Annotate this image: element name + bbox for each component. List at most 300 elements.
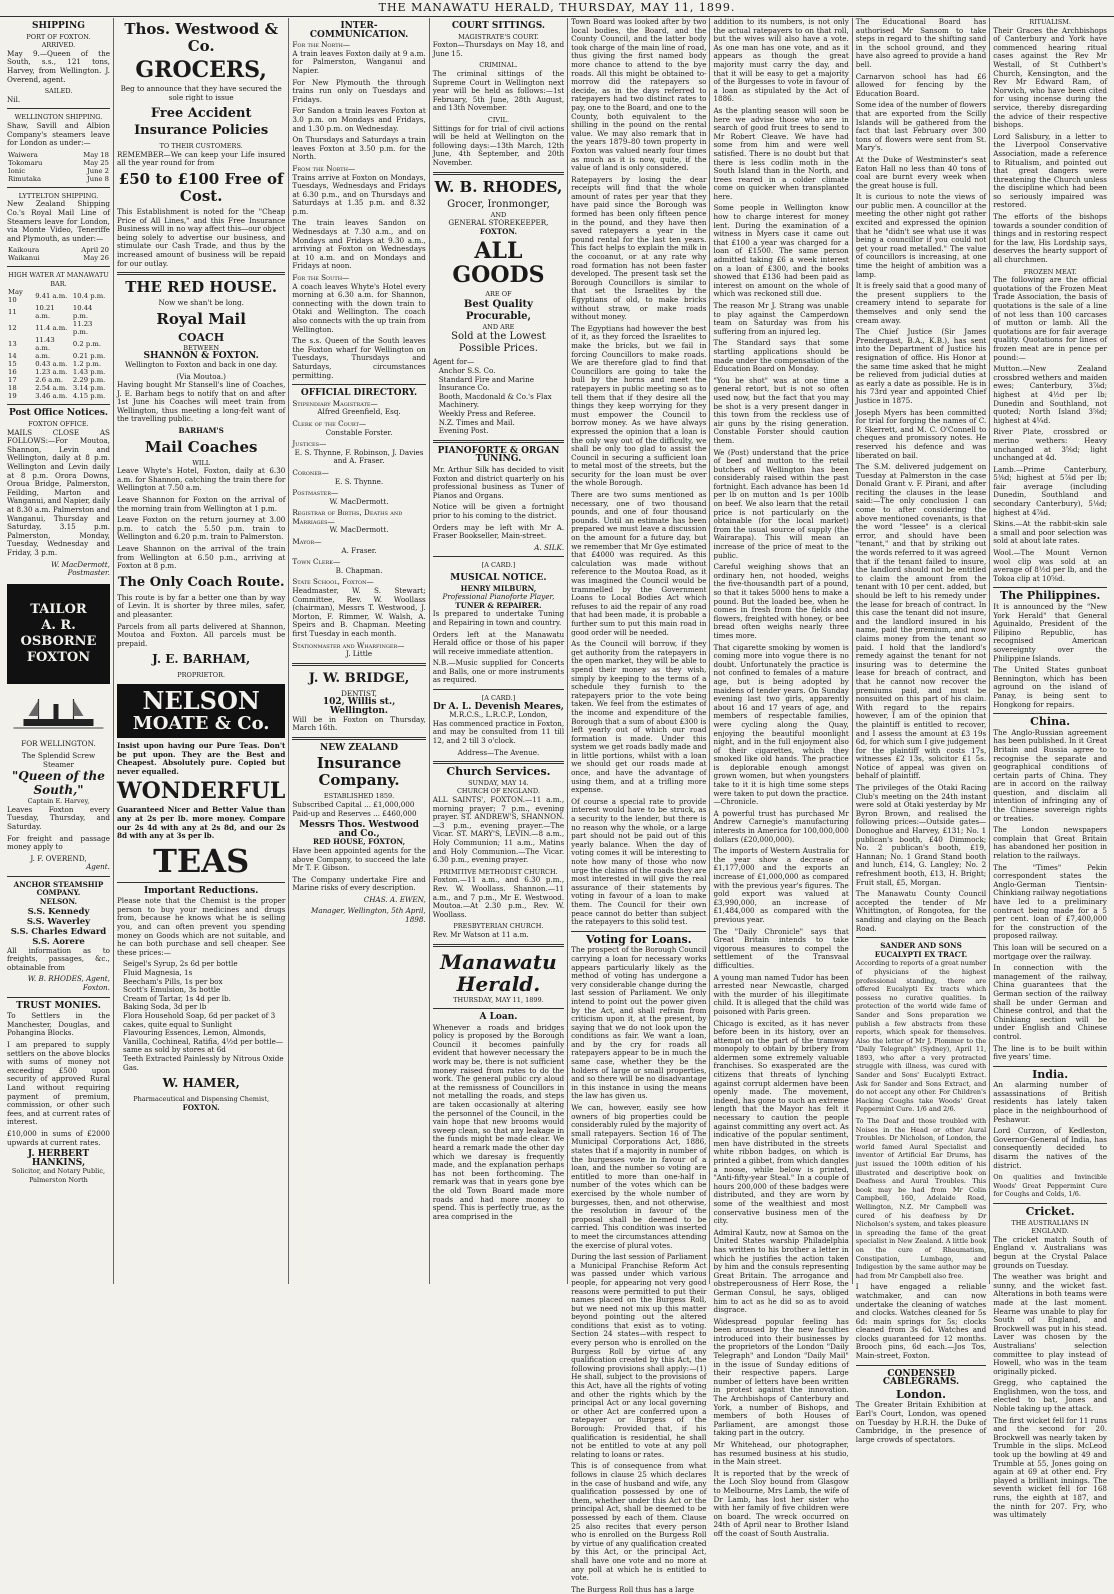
steamer-text: Leaves Foxton every Tuesday, Thursday, and Saturday. [7, 804, 110, 831]
china-text: The line is to be built within five years' time. [993, 1043, 1107, 1062]
column-4 [430, 18, 568, 1284]
tide-day: 19 [8, 392, 17, 401]
insurance-subheading: TO THEIR CUSTOMERS. [159, 142, 243, 151]
column-3 [289, 18, 429, 1284]
article-paragraph: Town Board was looked after by two local bodies, the Board, and the County Council, and the latter body took charge of the main line of road, thus giving the first named body more chance to attend to the bye roads. All this might be obtained to-morrow did the ratepayers so decide, as in the days referred to ratepayers had two distinct rates to pay, one to the Board, and one to the County, both equivalent to the shilling in the pound on the rental value. We may also remark that in the years 1879–80 town property in Foxton was valued nearly four times as much as it is now, quite, if the value of land is only considered. [571, 17, 707, 173]
ewen-title: Manager, Wellington, 5th April, 1898. [311, 906, 426, 925]
china-text: This loan will be secured on a mortgage over the railway. [993, 942, 1107, 961]
london-heading: London. [896, 1387, 946, 1401]
church-date: SUNDAY, MAY 14. [468, 778, 529, 787]
trust-monies-heading: TRUST MONIES. [16, 1000, 101, 1011]
ewen-name: CHAS. A. EWEN, [363, 894, 426, 904]
official-entry [292, 489, 425, 506]
insurance-heading: Free Accident Insurance Policies [134, 106, 269, 139]
milburn-title: Professional Pianoforte Player, [442, 592, 555, 602]
tailor-line: A. R. OSBORNE [20, 617, 97, 649]
article-paragraph: The Egyptians had however the best of it, as they forced the Israelites to make the bricks, but we fail in forcing Councillors to make roads. We are therefore glad to find that Councillors are going to take the bull by the horns and meet the ratepayers in public meeting so as to tell them that if they desire all the things they keep worrying for they must empower the Council to borrow money. As we have always expressed the opinion that a loan is the only way out of the difficulty, we shall be only too glad to assist the Council in securing a sufficient loan to metal most of the streets, but the security for the loan must be over the whole Borough. [571, 323, 707, 488]
official-name: Constable Forster. [325, 427, 393, 437]
rhodes-place: FOXTON. [479, 226, 517, 236]
teas-intro: Insist upon having our Pure Teas. Don't be put upon. They are the Best and Cheapest. Absolutely pure. Copied but never equalled. [116, 740, 286, 776]
agents-text: The Company undertake Fire and Marine risks of every description. [292, 874, 426, 893]
methodist-heading: PRIMITIVE METHODIST CHURCH. [439, 867, 558, 876]
agent-name: J. F. OVEREND, [30, 853, 87, 863]
timetable-text: For Sandon a train leaves Foxton at 3.0 p.m. on Mondays and Fridays, and 1.30 p.m. on Wednesday. [292, 106, 426, 133]
meares-title: M.R.C.S., L.R.C.P., London, [449, 710, 548, 720]
article-paragraph: As the Council will borrow, if they get authority from the ratepayers in the open market, they will be able to spend their money as they wish, simply by keeping to the terms of a schedule they furnish to the ratepayers prior to the vote being taken. We feel from the estimates of the income and expenditure of the Borough that a sum of about £300 is left yearly out of which our road formation is made. Under this system we get roads badly made and in little portions, whilst with a loan we should get our roads made at once, and have the advantage of using them, and at a trifling more expense. [571, 639, 707, 795]
article-paragraph: The prospect of the Borough Council carrying a loan for necessary works appears particularly likely as the method of voting has undergone a very considerable change during the last session of Parliament. We only intend to point out the power given by the Act, and shall refrain from criticism upon it, at the present, by saying that we do not look upon the conditions as fair. We want a loan, and by the cry for roads all ratepayers appear to be in much the same case, whether they be the holders of large or small properties, and so there will be no disadvantage in this instance in using the means the law has given us. [571, 945, 707, 1101]
cricket-text: The weather was bright and sunny, and the wicket fast. Alterations in both teams were made at the last moment. Hearne was unable to play for South of England, and Brockwell was put in his stead. Laver was chosen by the Australians' selection committee to play instead of Howell, who was in the team originally picked. [993, 1272, 1107, 1376]
sailed-text: Nil. [7, 94, 21, 104]
sailed-label: SAILED. [44, 87, 73, 96]
price-list [117, 960, 285, 1072]
divider [433, 440, 564, 443]
card-label: [A CARD.] [481, 561, 516, 570]
nelson-moate-advert [117, 684, 285, 738]
tide-pm: 1.2 p.m. [72, 360, 102, 369]
piano-text: Mr. Arthur Silk has decided to visit Foxton and district quarterly on his professional business as Tuner of Pianos and Organs. [432, 465, 565, 500]
ship-date: April 20 [81, 246, 109, 255]
bridge-address: 102, Willis st., Wellington. [322, 697, 396, 716]
timetable-text: The train leaves Sandon on Wednesdays at 7.30 a.m., and on Mondays and Fridays at 9.30 a.m., arriving at Foxton on Wednesdays at 10 a.m. and on Mondays and Fridays at noon. [292, 218, 426, 271]
frozen-text: The following are the official quotations of the Frozen Meat Trade Association, the basis of quotations is the sale of a line of not less than 100 carcases of mutton or lamb. All the quotations are for fair average quality. Quotations for lines of frozen meat are in pence per pound:— [993, 275, 1107, 362]
rhodes-name: W. B. RHODES, [434, 177, 563, 196]
westwood-heading: Thos. Westwood & Co. [124, 20, 278, 55]
table-row [7, 288, 110, 304]
article-paragraph: Ratepayers by losing the dear receipts will find that the whole amount of rates per year that they have paid since the Borough was formed has been only fifteen pence in the pound, and they have then saved ratepayers a year in the pound rental for the last ten years. This fact helps to explain the milk in the cocoanut, or at any rate why road formation has not been faster developed. The present task set the Borough Councillors is similar to that set the Israelites by the Egyptians of old, to make bricks without straw, or make roads without money. [571, 174, 707, 322]
cricket-text: Gregg, who captained the Englishmen, won the toss, and elected to bat, Jones and Noble taking up the attack. [993, 1378, 1107, 1414]
reductions-heading: Important Reductions. [143, 885, 259, 896]
piano-heading: PIANOFORTE & ORGAN TUNING. [437, 445, 560, 465]
table-row [7, 384, 110, 392]
news-paragraph: The reason Mr J. Strang was unable to play against the Camperdown team on Saturday was from his suffering from an injured leg. [713, 301, 849, 336]
divider [433, 689, 564, 690]
lyttelton-heading: LYTTELTON SHIPPING. [18, 191, 99, 200]
table-row [7, 320, 110, 336]
red-house-sub: Now we shan't be long. [158, 298, 244, 308]
list-item: Flavouring Essences, Lemon, Almonds, Vanilla, Cochineal, Ratifia, 4½d per bottle—same as sold by stores at 6d [122, 1028, 284, 1055]
official-role: Coroner— [292, 467, 329, 477]
news-paragraph: The S.M. delivered judgement on Tuesday at Palmerston in the case Donald Grant v. F. Pirani, and after reciting the clauses in the lease said:—The only conclusion I can come to after considering the above mentioned covenants, is that the word "lessee" is a clerical error, and should have been "tenant," and that by striking out the words referred to it was agreed that if the tenant failed to insure, the landlord should not be entitled to claim the amount from the tenant with 10 per cent. added, but should be left to his remedy under the lease for breach of contract. In this case the tenant did not insure, and the landlord insured in his name, paid the premium, and now claims money from the tenant so paid. I hold that the landlord's remedy against the tenant for not insuring was to determine the lease for breach of contract, and that he cannot now recover the premiums paid, and must be nonsuited on this part of his claim. With regard to the repairs however, I am of the opinion that the plaintiff is entitled to recover, and I assess the amount at £3 19s 6d, for which sum I give judgement for the plaintiff with costs 17s, witnesses £2 13s, solicitor £1 5s. Notice of appeal was given on behalf of plaintiff. [855, 462, 987, 781]
bridge-name: J. W. BRIDGE, [308, 670, 410, 686]
tide-am: 2.6 a.m. [35, 376, 63, 385]
court-text: The criminal sittings of the Supreme Court in Wellington next year will be held as follows:—1st February, 5th June, 28th August, and 13th November. [432, 68, 565, 113]
hankins-title: Solicitor, and Notary Public, Palmerston North [11, 1167, 106, 1184]
table-row [7, 360, 110, 368]
post-office-text: MAILS CLOSE AS FOLLOWS:—For Moutoa, Shannon, Levin and Wellington, daily at 8 p.m. Wellington and Levin daily at 8 p.m. Orora Downs, Oroua Bridge, Palmerston, Feilding, Marton and Wanganui, and Napier, daily at 8.30 a.m. Palmerston and Wanganui, Thursday and Saturday, 3.15 p.m. Palmerston, Monday, Tuesday, Wednesday and Friday, 3 p.m. [7, 427, 110, 557]
official-entry [292, 400, 425, 417]
milburn-text: N.B.—Music supplied for Concerts and Balls, one or more instruments as required. [432, 658, 565, 685]
official-name: J. Little [345, 649, 373, 659]
hankins-name: J. HERBERT HANKINS, [27, 1149, 90, 1168]
news-paragraph: addition to its numbers, is not only the actual ratepayers to on that roll, but the wives will also have a vote. As one man has one vote, and as it appears as though the great majority must carry the day, and that it will be easy to get a majority of the Burgesses to vote in favour of a loan as stipulated by the Act of 1886. [713, 17, 849, 104]
news-paragraph: We (Post) understand that the price of beef and mutton to the retail butchers of Wellington has been considerably raised within the past fortnight. Each advance has been 1d per lb on mutton and 1s per 100lb on beef. We also learn that the retail price is not particularly on the obtainable (for the local market) from the usual source of supply (the Wairarapa). This will mean an increase of the price of meat to the public. [713, 447, 849, 560]
list-item: N.Z. Times and Mail. [438, 417, 515, 427]
divider [292, 384, 425, 385]
via-label: (Via Moutoa.) [176, 371, 226, 381]
divider [433, 556, 564, 557]
criminal-heading: CRIMINAL. [479, 61, 518, 70]
tide-pm: 4.15 p.m. [72, 392, 106, 401]
nelson-label: NELSON. [39, 897, 78, 907]
foxton-office-heading: FOXTON OFFICE. [28, 420, 89, 429]
will-label: WILL [192, 458, 211, 467]
china-heading: China. [1030, 715, 1071, 729]
steamship-icon [7, 694, 110, 734]
loan-heading: A Loan. [479, 1012, 518, 1023]
ship-date: June 2 [86, 166, 109, 175]
agents-text: Have been appointed agents for the above Company, to succeed the late Mr T. F. Gibson. [292, 845, 426, 873]
official-name: A. Fraser. [341, 545, 377, 555]
article-paragraph: There are two sums mentioned as necessary, one of two thousand pounds, and one of four thousand pounds. Until an estimate has been prepared we must leave a discussion on the amount for a future day, but we remember that Mr Gye estimated that £4000 was required. As this calculation was made without reference to the Moutoa Road, as it was imagined the Council would be trammelled by the Government Loans to Local Bodies Act which refuses to aid the repair of any road that had been made, it is probable a further sum to put this main road in good order will be needed. [571, 490, 707, 637]
rhodes-general: GENERAL STOREKEEPER, [448, 218, 549, 228]
timetable-text: A coach leaves Whyte's Hotel every morning at 6.30 a.m. for Shannon, connecting with the down train to Otaki and Wellington. The coach also connects with the up train from Wellington. [292, 281, 426, 334]
nz-insurance-title: NEW ZEALAND [320, 742, 399, 753]
divider [993, 1203, 1107, 1204]
tide-day: 18 [8, 384, 17, 393]
between-label: BETWEEN [183, 343, 220, 352]
shipping-heading: SHIPPING [32, 21, 85, 31]
divider [993, 713, 1107, 714]
best-quality: Best Quality Procurable, [463, 298, 533, 322]
timetable-text: Trains arrive at Foxton on Mondays, Tuesdays, Wednesdays and Fridays at 6.30 p.m., and on Thursdays and Saturdays at 1.35 p.m. and 8.32 p.m. [292, 172, 426, 216]
arrived-text: May 9.—Queen of the South, s.s., 121 tons, Harvey, from Wellington. J. Overend, agent. [7, 48, 110, 84]
list-item: Scott's Emulsion, 3s bottle [122, 985, 221, 995]
official-role: Justices— [292, 439, 327, 449]
list-item: Fluid Magnesia, 1s [122, 968, 193, 978]
cablegrams-heading: CONDENSED CABLEGRAMS. [882, 1368, 960, 1388]
mail-text: Leave Foxton on the return journey at 3.00 p.m. to catch the 5.50 p.m. train to Wellington and 6.20 p.m. train to Palmerston. [116, 515, 286, 542]
table-row [7, 368, 110, 376]
news-paragraph: The Educational Board has authorised Mr Sansom to take steps in regard to the shifting sand in the school ground, and they have also agreed to provide a hand bell. [855, 17, 987, 69]
voting-loans-heading: Voting for Loans. [586, 932, 692, 946]
are-of: ARE OF [485, 290, 512, 299]
high-water-table [7, 288, 110, 400]
tuner-heading: TUNER & REPAIRER. [455, 600, 542, 610]
divider [993, 1066, 1107, 1067]
divider [7, 266, 110, 267]
official-entry [292, 420, 425, 437]
divider [7, 404, 110, 405]
milburn-text: Orders left at the Manawatu Herald office or those of his paper will receive immediate attention. [432, 629, 565, 656]
ritualism-text: Lord Salisbury, in a letter to the Liverpool Conservative Association, made a reference to Ritualism, and pointed out that great dangers were threatening the Church unless the discipline which had been so seriously impaired was restored. [993, 131, 1107, 210]
official-name: B. Chapman. [335, 565, 383, 575]
timetable-text: On Thursdays and Saturdays a train leaves Foxton at 3.50 p.m. for the North. [292, 135, 426, 162]
musical-notice-heading: MUSICAL NOTICE. [450, 572, 547, 583]
official-entry [292, 538, 425, 555]
news-paragraph: The Manawatu County Council accepted the tender of Mr Whittington, of Rongotea, for the sanding and claying on the Beach Road. [855, 889, 987, 933]
newspaper-page [4, 17, 1110, 1594]
china-text: The Anglo-Russian agreement has been published. In it Great Britain and Russia agree to recognise the separate and geographical conditions of certain parts of China. They are in accord on the railway question, and disclaim all intention of infringing any of the Chinese sovereign rights or treaties. [993, 727, 1107, 823]
royal-mail-heading: Royal Mail [156, 309, 246, 328]
anchor-ship: S.S. Waverley [26, 916, 91, 927]
news-paragraph: A young man named Tudor has been arrested near Newcastle, charged with the murder of his illegitimate child. It is alleged that the child was poisoned with Paris green. [713, 972, 849, 1016]
news-paragraph: The privileges of the Otaki Racing Club's meeting on the 24th instant were sold at Otaki yesterday by Mr Byron Brown, and realised the following prices:—Outside gates—Donoghue and Harvey, £131; No. 1 publican's booth, £40 Dimmock; No. 2 publican's booth, £19, Hannan; No. 1 Grand Stand booth and lunch, £14, G. Langley; No. 2 refreshment booth, £13, H. Bright; Fruit stall, £5, Morgan. [855, 783, 987, 887]
and-are: AND ARE [482, 322, 515, 331]
news-paragraph: The "Daily Chronicle" says that Great Britain intends to take vigorous measures to compel the settlement of the Transvaal difficulties. [713, 926, 849, 970]
timetable-text: The s.s. Queen of the South leaves the Foxton wharf for Wellington on Tuesdays, Thursdays and Saturdays, circumstances permitting. [292, 336, 426, 380]
hamer-title: Pharmaceutical and Dispensing Chemist, [133, 1095, 270, 1104]
masthead: THE MANAWATU HERALD, THURSDAY, MAY 11, 1899. [0, 0, 1114, 17]
news-paragraph: The Chief Justice (Sir James Prendergast, B.A., K.B.), has sent into the Department of Justice his resignation of office. His Honor at the same time asked that he might be relieved from judicial duties at as early a date as possible. He is in his 73rd year and appointed Chief Justice in 1875. [855, 327, 987, 405]
tide-pm: 11.23 p.m. [72, 320, 93, 337]
tide-day: 12 [8, 324, 17, 333]
wonderful-text: Guaranteed Nicer and Better Value than any at 2s per lb. more money. Compare our 2s 4d with any at 2s 8d, and our 2s 8d with any at 3s per lb. [116, 805, 286, 841]
section-label: For the South— [292, 273, 350, 283]
table-row [7, 151, 110, 159]
divider [433, 944, 564, 947]
westwood-intro: Beg to announce that they have secured the sole right to issue [120, 84, 282, 102]
nz-established: ESTABLISHED 1859. [323, 792, 395, 801]
captain-name: Captain E. Harvey, [27, 797, 90, 806]
grocers-heading: GROCERS, [135, 57, 267, 83]
civil-heading: CIVIL. [487, 115, 510, 124]
methodist-text: Foxton.—11 a.m., and 6.30 p.m., Rev. W. Woollass. Shannon.—11 a.m., and 7 p.m., Mr E. Westwood. Moutoa.—At 2.30 p.m., Rev. W. Woollass. [432, 875, 565, 919]
for-wellington-heading: FOR WELLINGTON. [21, 739, 96, 749]
table-row [7, 376, 110, 384]
barham-heading: BARHAM'S [178, 426, 224, 436]
table-row [7, 167, 110, 175]
all-goods-heading: ALL GOODS [452, 238, 545, 289]
hamer-place: FOXTON. [182, 1102, 220, 1112]
list-item: Evening Post. [438, 426, 489, 436]
official-role: Town Clerk— [292, 557, 341, 567]
list-item: Flora Household Soap, 6d per packet of 3 cakes, quite equal to Sunlight [122, 1011, 276, 1029]
tide-day: 13 [8, 340, 17, 349]
ship-name: Rimutaka [8, 174, 42, 183]
reductions-text: Please note that the Chemist is the proper person to buy your medicines and drugs from, because he knows what he is selling you, and can often prevent you spending money on Goods which are not suitable, and he can both purchase and sell cheaper. See these prices:— [116, 896, 286, 957]
news-paragraph: The Standard says that some startling applications should be made under the compensation of the Education Board on Monday. [713, 338, 849, 374]
official-entry [292, 469, 425, 486]
official-name: E. S. Thynne, F. Robinson, J. Davies and A. Fraser. [294, 447, 424, 466]
list-item: Baking Soda, 3d per lb [122, 1002, 207, 1012]
cricket-heading: Cricket. [1025, 1205, 1075, 1218]
philippines-text: It is announced by the "New York Herald" that General Aguinaldo, President of the Filipino Republic, has recognised American sovereignty over the Philippine Islands. [993, 602, 1107, 663]
divider [993, 587, 1107, 588]
article-paragraph: During the last session of Parliament a Municipal Franchise Reform Act was passed under which various people, for appearing not very good reasons were permitted to put their names placed on the Burgess Roll, but we need not mix up this matter beyond pointing out the altered conditions that exist as to voting. Section 24 states—with respect to every person who is enrolled on the Burgess Roll by virtue of any qualification created by this Act, the following provisions shall apply:—(1) He shall, subject to the provisions of this Act, have all the rights of voting and other the rights which by the principal Act or any local governing or other Act are conferred upon a ratepayer or Burgess of the Borough: Provided that, if his qualification is residential, he shall not be entitled to vote at any poll relating to loans or rates. [571, 1252, 707, 1459]
anchor-ship: S.S. Charles Edward [10, 926, 107, 937]
wonderful-heading: WONDERFUL [116, 778, 286, 805]
table-row [7, 304, 110, 320]
india-heading: India. [1032, 1067, 1069, 1081]
list-item: Booth, Macdonald & Co.'s Flax Machinery. [438, 391, 552, 410]
list-item: Seigel's Syrup, 2s 6d per bottle [122, 959, 238, 969]
column-8 [990, 18, 1110, 1520]
news-paragraph: Chicago is excited, as it has never before been in its history, over an attempt on the part of the tramway monopoly to obtain by bribery from aldermen some extremely valuable franchises. So exasperated are the citizens that threats of lynching against corrupt aldermen have been openly made. The movement, indeed, has gone to such an extreme length that the Mayor has felt it necessary to caution the people against committing any overt act. As indicative of the popular sentiment, men have distributed in the streets white ribbon badges, on which is printed a gibbet, from which dangles a noose, while below is printed, "Anti-fifty-year Steal." In a couple of hours 200,000 of these badges were distributed, and they are worn by some of the wealthiest and most conservative business men of the city. [713, 1018, 849, 1226]
bridge-text: Will be in Foxton on Thursday, March 16th. [292, 714, 426, 733]
trust-text: £10,000 in sums of £2000 upwards at current rates. [7, 1128, 110, 1147]
trust-text: I am prepared to supply settlers on the above blocks with sums of money not exceeding £500 upon security of approved Rural Land without requiring payment of premium, commission, or other such fees, and at current rates of interest. [7, 1040, 110, 1127]
arrived-label: ARRIVED. [41, 41, 76, 50]
news-paragraph: Careful weighing shows that an ordinary hen, not hooded, weighs the five-thousandth part of a pound, so that it takes 5000 hens to make a pound. But the loaded bee, when he comes in fresh from the fields and flowers, freighted with honey, or bee bread often weighs nearly three times more. [713, 562, 849, 640]
nz-insurance-heading: Insurance Company. [316, 754, 402, 790]
mail-text: Leave Shannon for Foxton on the arrival of the morning train from Wellington at 1 p.m. [116, 495, 286, 513]
court-text: Foxton—Thursdays on May 18, and June 15. [432, 40, 565, 58]
tide-am: 0.43 a.m. [35, 360, 68, 369]
divider [292, 663, 425, 666]
table-row [7, 175, 110, 183]
news-paragraph: Joseph Myers has been committed for trial for forging the names of C. P. Skerrett, and M. C. O'Connell to cheques and promissory notes. He reserved his defence and was liberated on bail. [855, 407, 987, 460]
list-item: Beecham's Pills, 1s per box [122, 976, 223, 986]
official-role: Mayor— [292, 537, 322, 547]
news-paragraph: Some people in Wellington know how to charge interest for money lent. During the examination of a witness in Myers case it came out that £100 a year was charged for a loan of £1500. The same person admitted taking £6 a week interest on a loan of £300, and the books showed that £136 had been paid as interest on amount on the whole of which was reckoned still due. [713, 203, 849, 299]
red-house-heading: THE RED HOUSE. [125, 278, 278, 297]
tide-pm: 0.21 p.m. [72, 352, 106, 361]
tide-pm: 3.14 p.m. [72, 384, 106, 393]
trust-text: To Settlers in the Manchester, Douglas, and Pohangina Blocks. [7, 1011, 110, 1038]
tide-am: 1.23 a.m. [35, 368, 68, 377]
official-name: Alfred Greenfield, Esq. [317, 407, 401, 417]
news-paragraph: Some idea of the number of flowers that are exported from the Scilly Islands will be gathered from the fact that last February over 300 tons of flowers were sent from St. Mary's. [855, 100, 987, 153]
milburn-text: Is prepared to undertake Tuning and Repairing in town and country. [432, 609, 565, 627]
philippines-text: The United States gunboat Bennington, which has been aground on the island of Panay, is being sent to Hongkong for repairs. [993, 665, 1107, 709]
agency-list [433, 367, 564, 436]
tide-am: a.m. [35, 352, 51, 361]
india-text: Lord Curzon, of Kedleston, Governor-General of India, has consequently decided to disarm the natives of the district. [993, 1126, 1107, 1170]
ritualism-text: Their Graces the Archbishops of Canterbury and York have commenced hearing ritual cases against the Rev Mr Westall, of St Cuthbert's Church, Kensington, and the Rev Mr Edward Ram, of Norwich, who have been cited for using incense during the service, thereby disregarding the advice of their respective bishops. [993, 25, 1107, 130]
news-paragraph: Admiral Kautz, now at Samoa on the United States warship Philadelphia has written to his brother a letter in which he justifies the action taken by him and the consuls representing Great Britain. The arrogance and obstreperousness of Herr Rose, the German Consul, he says, obliged him to act as he did so as to avoid disgrace. [713, 1227, 849, 1315]
news-paragraph: At the Duke of Westminster's seat Eaton Hall no less than 40 tons of coal are burnt every week when the great house is full. [855, 154, 987, 190]
official-entry [292, 642, 425, 659]
list-item: Teeth Extracted Painlessly by Nitrous Oxide Gas. [122, 1053, 284, 1072]
ship-name: Tokomaru [8, 158, 43, 167]
official-role: State School, Foxton— [292, 577, 374, 587]
news-paragraph: A powerful trust has purchased Mr Andrew Carnegie's manufacturing interests in America for 100,000,000 dollars (£20,000,000). [713, 808, 849, 844]
official-role: Postmaster— [292, 488, 339, 498]
lyttelton-text: New Zealand Shipping Co.'s Royal Mail Line of Steamers leave for London, via Monte Video, Teneriffe and Plymouth, as under:— [7, 199, 110, 243]
list-item: Cream of Tartar, 1s 4d per lb. [122, 993, 231, 1003]
news-paragraph: It is freely said that a good many of the present suppliers to the creamery intend to separate for themselves and only send the cream away. [855, 281, 987, 325]
mail-text: Leave Whyte's Hotel, Foxton, daily at 6.30 a.m. for Shannon, catching the train there for Wellington at 7.50 a.m. [116, 466, 286, 493]
sold-at: Sold at the Lowest Possible Prices. [451, 331, 546, 355]
london-text: The Greater Britain Exhibition at Earl's Court, London, was opened on Tuesday by H.R.H. the Duke of Cambridge, in the presence of large crowds of spectators. [855, 1400, 987, 1444]
piano-text: Orders may be left with Mr A. Fraser Bookseller, Main-street. [432, 522, 565, 541]
nz-capital: Subscribed Capital ... £1,000,000 [292, 799, 415, 809]
tide-pm: 10.44 p.m. [72, 304, 93, 321]
nelson-moate-line: MOATE & Co. [132, 712, 270, 734]
timetable-text: For New Plymouth the through trains run only on Tuesdays and Fridays. [292, 77, 426, 104]
only-coach-heading: The Only Coach Route. [117, 574, 285, 590]
news-paragraph: The imports of Western Australia for the year show a decrease of £1,177,000 and the exports an increase of £1,000,000 as compared with the previous year's figures. The gold export was valued at £3,990,000, an increase of £1,484,000 as compared with the previous year. [713, 846, 849, 924]
presbyterian-text: Rev. Mr Watson at 11 a.m. [432, 929, 529, 939]
ship-date: May 26 [83, 254, 109, 263]
divider [856, 937, 986, 938]
china-text: The London newspapers complain that Great Britain has abandoned her position in relation to the railways. [993, 825, 1107, 861]
official-directory-heading: OFFICIAL DIRECTORY. [300, 388, 418, 399]
tailor-line: TAILOR [30, 601, 87, 617]
card-label: [A CARD.] [481, 694, 516, 703]
tide-day: 14 [8, 352, 17, 361]
frozen-text: Skins.—At the rabbit-skin sale a small and poor selection was sold at about late rates. [993, 519, 1107, 546]
official-entry [292, 440, 425, 466]
meares-name: Dr A. L. Devenish Meares, [432, 701, 564, 712]
divider [117, 272, 285, 275]
high-water-heading: HIGH WATER AT MANAWATU BAR. [8, 271, 109, 288]
divider [117, 882, 285, 883]
sander-text: To The Deaf and those troubled with Noises in the Head or other Aural Troubles. Dr Nicholson, of London, the world famed Aural Specialist and inventor of Artificial Ear Drums, has just issued the 100th edition of his illustrated and descriptive book on Deafness and Aural Troubles. This book may be had from Mr Colin Campbell, 160, Adelaide Road, Wellington, N.Z. Mr Campbell was cured of his deafness by Dr Nicholson's system, and takes pleasure in spreading the fame of the great specialist in New Zealand. A little book on the cure of Rheumatism, Constipation, Lumbago, and Indigestion by the same author may be had from Mr Campbell also free. [855, 1117, 987, 1280]
piano-text: Notice will be given a fortnight prior to his coming to the district. [432, 502, 565, 520]
section-label: From the North— [292, 163, 356, 173]
sander-heading: SANDER AND SONS EUCALYPTI EX TRACT. [874, 941, 968, 959]
bridge-title: DENTIST, [341, 688, 377, 698]
paper-title: Manawatu Herald. [440, 949, 557, 996]
tide-pm: 1.43 p.m. [72, 368, 106, 377]
wellington-shipping-table [7, 151, 110, 183]
church-services-heading: Church Services. [446, 765, 551, 779]
westwood-agents: Messrs Thos. Westwood and Co., [299, 820, 419, 839]
insurance-remember: REMEMBER—We can keep your Life insured all the year round for from [116, 149, 286, 168]
parcels-text: Parcels from all parts delivered at Shannon, Moutoa and Foxton. All parcels must be prepaid. [116, 621, 286, 648]
news-paragraph: "You be shot" was at one time a general retort, but is not so often used now, but the fact that you may be shot is a very present danger in this town from the reckless use of air guns by the rising generation. Constable Forster should caution them. [713, 375, 849, 445]
ship-name: Waikanui [8, 254, 40, 263]
tide-am: 10.21 a.m. [35, 304, 55, 321]
only-coach-text: This route is by far a better one than by way of Levin. It is shorter by three miles, safer, and pleasanter. [116, 592, 286, 619]
meares-text: Has commenced practice in Foxton, and may be consulted from 11 till 12, and 2 till 3 o'clock. [432, 718, 565, 746]
frozen-meat-heading: FROZEN MEAT. [1023, 267, 1077, 276]
divider [433, 761, 564, 764]
ship-name: Kaikoura [8, 246, 40, 255]
tide-day: 17 [8, 376, 17, 385]
wellington-shipping-text: Shaw, Savill and Albion Company's steamers leave for London as under:— [7, 120, 110, 148]
news-paragraph: It is curious to note the views of our public men. A councillor at the meeting the other night got rather excited and expressed the opinion that he "didn't see what use it was being a councillor if you could not get your road metalled." The value of councillors is increasing, at one time the height of ambition was a lamp. [855, 192, 987, 279]
divider [7, 997, 110, 998]
inter-communication-heading: INTER-COMMUNICATION. [309, 21, 409, 40]
official-entry [292, 578, 425, 638]
tide-am: 11.4 a.m. [35, 324, 68, 333]
anchor-ship: S.S. Kennedy [27, 906, 90, 917]
hamer-name: W. HAMER, [162, 1076, 240, 1091]
tide-day: May 10 [8, 288, 23, 305]
anchor-heading: ANCHOR STEAMSHIP COMPANY. [13, 879, 104, 898]
official-role: Registrar of Births, Deaths and Marriages— [292, 508, 403, 526]
table-row [7, 254, 110, 262]
news-paragraph: As the planting season will soon be here we advise those who are in search of good fruit trees to send to Mr Robert Cleave. We have had some from him and were well satisfied. There is no doubt but that there is less codlin moth in the South Island than in the North, and trees reared in a colder climate come on quicker when transplanted here. [713, 105, 849, 201]
divider [571, 931, 706, 932]
postmaster-signature: W. MacDermott, Postmaster. [50, 559, 110, 578]
table-row [7, 352, 110, 360]
list-item: Standard Fire and Marine Insurance Co. [438, 374, 534, 393]
cricket-text: The first wicket fell for 11 runs and the second for 20. Brockwell was nearly taken by Trumble in the slips. McLeod took up the bowling at 49 and Trumble at 55, Jones going on again at 69 at other end. Fry played a brilliant innings. The seventh wicket fell for 168 runs, the eighth at 187, and the ninth for 207. Fry, who was ultimately [993, 1415, 1107, 1520]
proprietor-label: PROPRIETOR. [177, 671, 226, 680]
frozen-text: Lamb.—Prime Canterbury, 5⅜d; highest at 5⅞d per lb; fair average (including Dunedin, Southland and secondary Canterbury), 5⅛d; highest at 4⅞d. [993, 464, 1107, 517]
official-role: Stipendiary Magistrate— [292, 398, 378, 408]
ritualism-text: The efforts of the bishops towards a sounder condition of things and in restoring respect for the law, His Lordship says, deserves the hearty support of all churchmen. [993, 212, 1107, 265]
church-text: ALL SAINTS', FOXTON.—11 a.m., morning prayer; 7 p.m., evening prayer. ST. ANDREW'S, SHANNON.—3 p.m., evening prayer.—The Vicar. ST. MARY'S, LEVIN.—8 a.m., Holy Communion; 11 a.m., Matins and Holy Communion.—The Vicar. 6.30 p.m., evening prayer. [432, 795, 565, 865]
ship-name: Ionic [8, 166, 26, 175]
tide-pm: 2.29 p.m. [72, 376, 106, 385]
teas-heading: TEAS [153, 841, 250, 880]
coach-body: Having bought Mr Stansell's line of Coaches, J. E. Barham begs to notify that on and after 1st June his Coaches will meet train from Wellington, thus meeting a long-felt want of the travelling public. [116, 380, 286, 424]
column-2 [114, 18, 289, 1284]
tailor-line: FOXTON [26, 649, 91, 665]
mail-coaches-heading: Mail Coaches [144, 437, 258, 456]
tide-am: 9.41 a.m. [35, 292, 68, 301]
steamer-name: "Queen of the South," [12, 769, 105, 798]
divider [433, 1008, 564, 1009]
tailor-advert [7, 584, 110, 684]
tide-day: 11 [8, 308, 17, 317]
post-office-heading: Post Office Notices. [8, 408, 109, 419]
rhodes-sub: Grocer, Ironmonger, [447, 198, 550, 210]
freight-text: For freight and passage money apply to [7, 833, 110, 852]
shannon-foxton: SHANNON & FOXTON. [143, 351, 259, 362]
column-6 [710, 17, 852, 1538]
tide-day: 16 [8, 368, 17, 377]
tide-pm: 0.2 p.m. [72, 340, 102, 349]
official-name: W. MacDermott. [329, 496, 389, 506]
tide-am: 11.43 a.m. [35, 336, 55, 353]
watches-text: I have engaged a reliable watchmaker, and can now undertake the cleaning of watches and clocks. Watches cleaned for 5s 6d: main springs for 5s; clocks cleaned from 3s 6d. Watches and clocks guaranteed for 12 months. Brooch pins, 6d each.—Jos Tos, Main-street, Foxton. [855, 1282, 987, 1361]
loan-text: Whenever a roads and bridges policy is proposed by the Borough Council it becomes painfully evident that however necessary the work may be, there is not sufficient money raised from rates to do the work. The general public cry aloud at the remissness of Councillors in not metalling the roads, and steps are taken occasionally at altering the personnel of the Council, in the vain hope that new brooms would sweep clean, so that any leakage in the funds might be made clear. We heard a remark made the other day which we daresay is frequently made, and the explanation perhaps has not been forthcoming. The remark was that in years gone bye the old Town Board made more roads and had more money to spend. This is perfectly true, as the area comprised in the [432, 1022, 565, 1221]
